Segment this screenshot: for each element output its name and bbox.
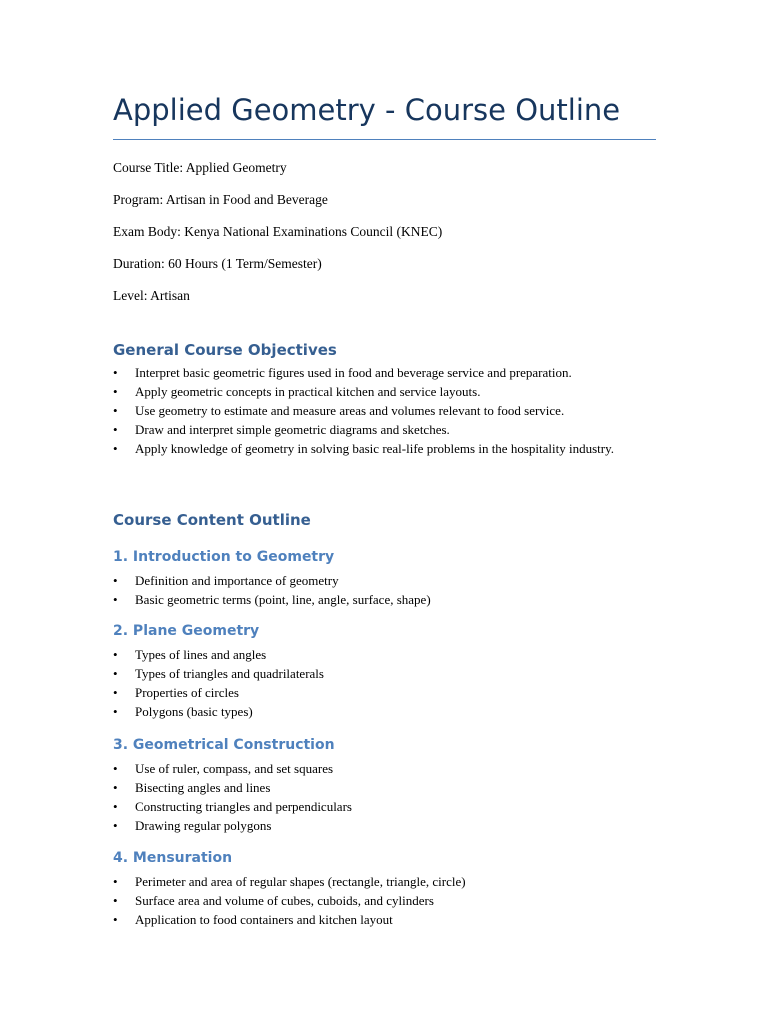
bullet-icon: • xyxy=(113,780,118,795)
list-item-text: Polygons (basic types) xyxy=(135,704,253,719)
bullet-icon: • xyxy=(113,365,118,380)
list-item xyxy=(113,702,656,721)
title-underline xyxy=(113,139,656,140)
list-item-text: Application to food containers and kitchen layout xyxy=(135,912,393,927)
list-item xyxy=(113,363,656,382)
section-heading: 2. Plane Geometry xyxy=(113,623,260,639)
bullet-icon: • xyxy=(113,422,118,437)
list-item xyxy=(113,590,656,609)
list-item xyxy=(113,664,656,683)
list-item xyxy=(113,816,656,835)
list-item-text: Use geometry to estimate and measure areas and volumes relevant to food service. xyxy=(135,403,565,418)
bullet-icon: • xyxy=(113,441,118,456)
list-item-text: Properties of circles xyxy=(135,685,239,700)
content-outline-heading: Course Content Outline xyxy=(113,511,311,529)
list-item-text: Types of triangles and quadrilaterals xyxy=(135,666,324,681)
list-item xyxy=(113,797,656,816)
list-item xyxy=(113,420,656,439)
section-list xyxy=(113,645,656,721)
list-item-text: Draw and interpret simple geometric diagrams and sketches. xyxy=(135,422,450,437)
list-item xyxy=(113,382,656,401)
bullet-icon: • xyxy=(113,666,118,681)
bullet-icon: • xyxy=(113,799,118,814)
section-heading: 4. Mensuration xyxy=(113,850,233,866)
list-item-text: Apply geometric concepts in practical kitchen and service layouts. xyxy=(135,384,481,399)
objectives-heading: General Course Objectives xyxy=(113,341,337,359)
section-list xyxy=(113,759,656,835)
list-item-text: Apply knowledge of geometry in solving basic real-life problems in the hospitality industry. xyxy=(135,441,614,456)
list-item xyxy=(113,401,656,420)
list-item xyxy=(113,759,656,778)
duration-line: Duration: 60 Hours (1 Term/Semester) xyxy=(113,256,322,271)
list-item xyxy=(113,645,656,664)
list-item xyxy=(113,571,656,590)
list-item xyxy=(113,439,656,458)
list-item xyxy=(113,683,656,702)
list-item-text: Types of lines and angles xyxy=(135,647,267,662)
list-item-text: Perimeter and area of regular shapes (rectangle, triangle, circle) xyxy=(135,874,466,889)
bullet-icon: • xyxy=(113,592,118,607)
bullet-icon: • xyxy=(113,874,118,889)
list-item xyxy=(113,910,656,929)
bullet-icon: • xyxy=(113,761,118,776)
list-item-text: Bisecting angles and lines xyxy=(135,780,271,795)
bullet-icon: • xyxy=(113,403,118,418)
section-heading: 3. Geometrical Construction xyxy=(113,737,335,753)
bullet-icon: • xyxy=(113,893,118,908)
bullet-icon: • xyxy=(113,384,118,399)
list-item-text: Drawing regular polygons xyxy=(135,818,272,833)
program-line: Program: Artisan in Food and Beverage xyxy=(113,192,328,207)
section-list xyxy=(113,872,656,929)
list-item-text: Definition and importance of geometry xyxy=(135,573,339,588)
objectives-list xyxy=(113,363,656,458)
bullet-icon: • xyxy=(113,912,118,927)
list-item xyxy=(113,891,656,910)
exam-body-line: Exam Body: Kenya National Examinations Council (KNEC) xyxy=(113,224,443,239)
course-title-line: Course Title: Applied Geometry xyxy=(113,160,287,175)
level-line: Level: Artisan xyxy=(113,288,190,303)
document-title: Applied Geometry - Course Outline xyxy=(113,93,621,127)
list-item-text: Use of ruler, compass, and set squares xyxy=(135,761,334,776)
list-item xyxy=(113,778,656,797)
list-item xyxy=(113,872,656,891)
bullet-icon: • xyxy=(113,818,118,833)
bullet-icon: • xyxy=(113,685,118,700)
list-item-text: Basic geometric terms (point, line, angle, surface, shape) xyxy=(135,592,431,607)
bullet-icon: • xyxy=(113,647,118,662)
section-heading: 1. Introduction to Geometry xyxy=(113,549,335,565)
list-item-text: Surface area and volume of cubes, cuboids, and cylinders xyxy=(135,893,434,908)
list-item-text: Constructing triangles and perpendiculars xyxy=(135,799,352,814)
bullet-icon: • xyxy=(113,573,118,588)
list-item-text: Interpret basic geometric figures used in food and beverage service and preparation. xyxy=(135,365,572,380)
bullet-icon: • xyxy=(113,704,118,719)
section-list xyxy=(113,571,656,609)
